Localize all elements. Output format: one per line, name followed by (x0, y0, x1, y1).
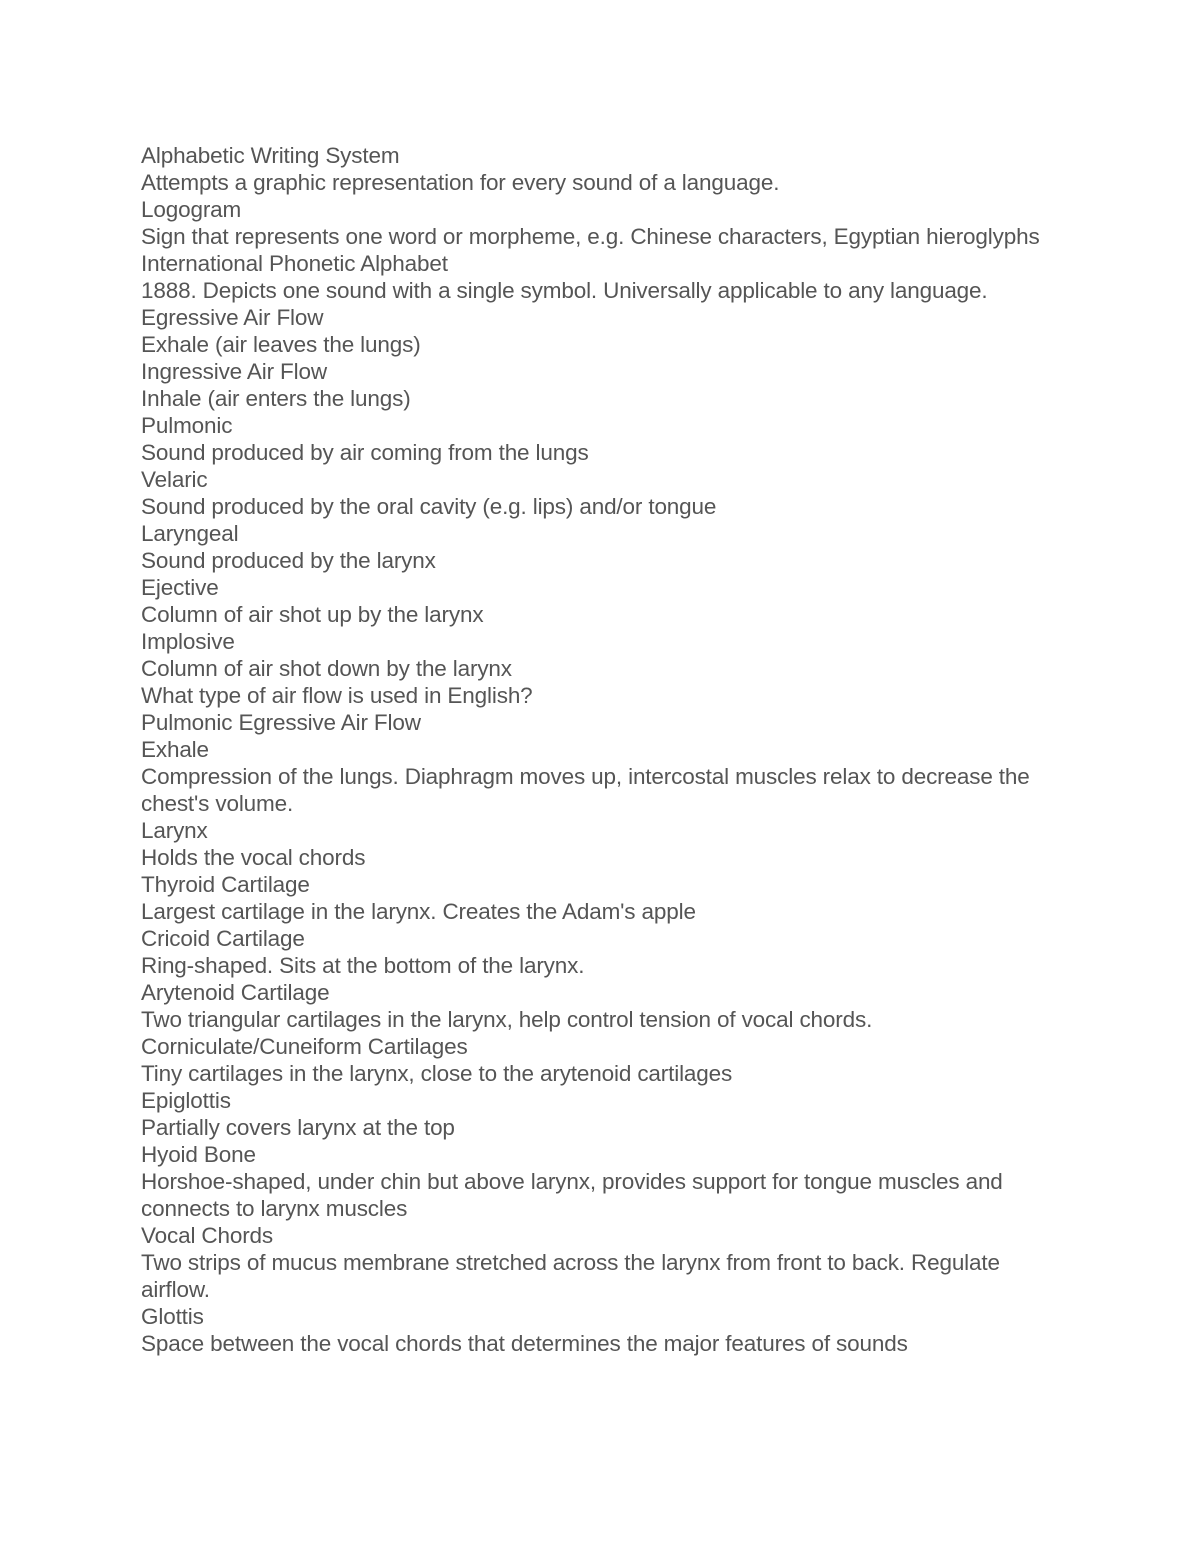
term-line: Arytenoid Cartilage (141, 980, 330, 1005)
term-line: Implosive (141, 629, 235, 654)
definition-line: Tiny cartilages in the larynx, close to the arytenoid cartilages (141, 1061, 733, 1086)
term-line: Exhale (141, 737, 209, 762)
term-line: Thyroid Cartilage (141, 872, 310, 897)
term-line: Pulmonic (141, 413, 233, 438)
term-line: Hyoid Bone (141, 1142, 256, 1167)
term-line: Logogram (141, 197, 242, 222)
term-line: Ejective (141, 575, 219, 600)
definition-line: Pulmonic Egressive Air Flow (141, 710, 421, 735)
term-line: Egressive Air Flow (141, 305, 324, 330)
term-line: Larynx (141, 818, 208, 843)
definition-line: Holds the vocal chords (141, 845, 366, 870)
definition-line: Sound produced by the larynx (141, 548, 436, 573)
term-line: Vocal Chords (141, 1223, 274, 1248)
term-line: Corniculate/Cuneiform Cartilages (141, 1034, 468, 1059)
term-line: What type of air flow is used in English? (141, 683, 533, 708)
term-line: International Phonetic Alphabet (141, 251, 448, 276)
term-line: Epiglottis (141, 1088, 231, 1113)
term-line: Glottis (141, 1304, 204, 1329)
definition-line: Column of air shot down by the larynx (141, 656, 512, 681)
definition-line: Sound produced by air coming from the lungs (141, 440, 589, 465)
definition-line: Sound produced by the oral cavity (e.g. lips) and/or tongue (141, 494, 717, 519)
definition-line: Horshoe-shaped, under chin but above larynx, provides support for tongue muscles and connects to larynx muscles (141, 1169, 1003, 1221)
definition-line: Inhale (air enters the lungs) (141, 386, 411, 411)
term-line: Laryngeal (141, 521, 239, 546)
term-line: Alphabetic Writing System (141, 143, 400, 168)
definition-line: Largest cartilage in the larynx. Creates the Adam's apple (141, 899, 696, 924)
definition-line: 1888. Depicts one sound with a single symbol. Universally applicable to any language. (141, 278, 988, 303)
term-line: Velaric (141, 467, 208, 492)
term-line: Ingressive Air Flow (141, 359, 327, 384)
definition-line: Partially covers larynx at the top (141, 1115, 455, 1140)
document-body (141, 142, 1071, 1357)
definition-line: Ring-shaped. Sits at the bottom of the larynx. (141, 953, 585, 978)
definition-line: Exhale (air leaves the lungs) (141, 332, 421, 357)
definition-line: Attempts a graphic representation for every sound of a language. (141, 170, 780, 195)
definition-line: Sign that represents one word or morpheme, e.g. Chinese characters, Egyptian hieroglyphs (141, 224, 1040, 249)
definition-line: Compression of the lungs. Diaphragm moves up, intercostal muscles relax to decrease the chest's volume. (141, 764, 1030, 816)
definition-line: Column of air shot up by the larynx (141, 602, 484, 627)
definition-line: Two triangular cartilages in the larynx, help control tension of vocal chords. (141, 1007, 873, 1032)
definition-line: Two strips of mucus membrane stretched across the larynx from front to back. Regulate airflow. (141, 1250, 1000, 1302)
definition-line: Space between the vocal chords that determines the major features of sounds (141, 1331, 908, 1356)
term-line: Cricoid Cartilage (141, 926, 305, 951)
